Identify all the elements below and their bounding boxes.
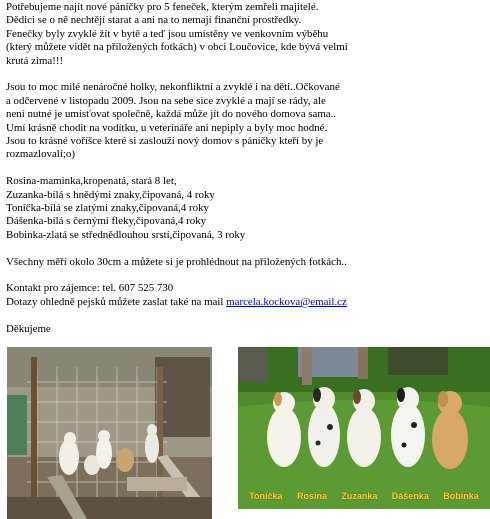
email-link[interactable]: marcela.kockova@email.cz [226,295,347,308]
contact-block [6,282,486,309]
text-line: Jsou to moc milé nenáročné holky, nekonfliktní a zvyklé i na děti..Očkované [6,81,340,94]
dogs-photo-image [238,347,490,509]
text-line: Všechny měří okolo 30cm a můžete si je prohlédnout na přiložených fotkách.. [6,255,347,268]
contact-mail-prefix: Dotazy ohledně pejsků můžete zaslat také na mail [6,295,227,308]
contact-mail-line [6,296,486,309]
size-note [6,256,486,269]
text-line: Potřebujeme najít nové páníčky pro 5 feneček, kterým zemřeli majitelé. [6,1,319,13]
dog-item-tonicka: Tonička-bílá se zlatými znaky,čipovaná,4 roky [6,202,209,215]
intro-paragraph [6,1,486,68]
text-line: není nutné je umisťovat společně, každá může jít do nového domova sama.. [6,108,337,121]
letter [6,1,486,349]
dog-item-zuzanka: Zuzanka-bílá s hnědými znaky,čipovaná, 4 roky [6,188,215,201]
caption-name: Tonička [249,490,283,501]
closing [6,323,486,336]
photo-pen[interactable] [7,347,212,519]
dog-list [6,175,486,242]
closing-text: Děkujeme [6,322,51,335]
photo-strip [0,347,490,519]
text-line: Jsou to krásné voříšce které si zaslouží nový domov s páníčky kteří by je [6,135,324,148]
dog-item-rosina: Rosina-maminka,kropenatá, stará 8 let, [6,175,177,188]
caption-name: Bobinka [443,490,479,501]
photo-dogs-group[interactable] [238,347,490,509]
character-paragraph [6,81,486,161]
dog-item-bobinka: Bobinka-zlatá se střednědlouhou srstí,čipovaná, 3 roky [6,228,246,241]
text-line: rozmazlovali;o) [6,148,75,161]
text-line: krutá zima!!! [6,54,64,67]
text-line: Umí krásně chodit na vodítku, u veterináře ani nepiply a byly moc hodné. [6,121,328,134]
caption-name: Zuzanka [341,490,378,501]
text-line: Dědici se o ně nechtějí starat a ani na to nemají finanční prostředky. [6,14,302,27]
text-line: Fenečky byly zvyklé žít v bytě a teď jsou umístěny ve venkovním výběhu [6,27,329,40]
text-line: (který můžete vidět na přiložených fotkách) v obci Loučovice, kde bývá velmi [6,41,348,54]
caption-name: Dášenka [391,490,429,501]
pen-photo-image [7,347,212,519]
caption-name: Rosina [296,490,327,501]
dog-item-dasenka: Dášenka-bílá s černými fleky,čipovaná,4 roky [6,215,207,228]
contact-phone: Kontakt pro zájemce: tel. 607 525 730 [6,282,174,295]
text-line: a odčervené v listopadu 2009. Jsou na sebe sice zvyklé a mají se rády, ale [6,94,326,107]
photo-caption [238,490,490,503]
